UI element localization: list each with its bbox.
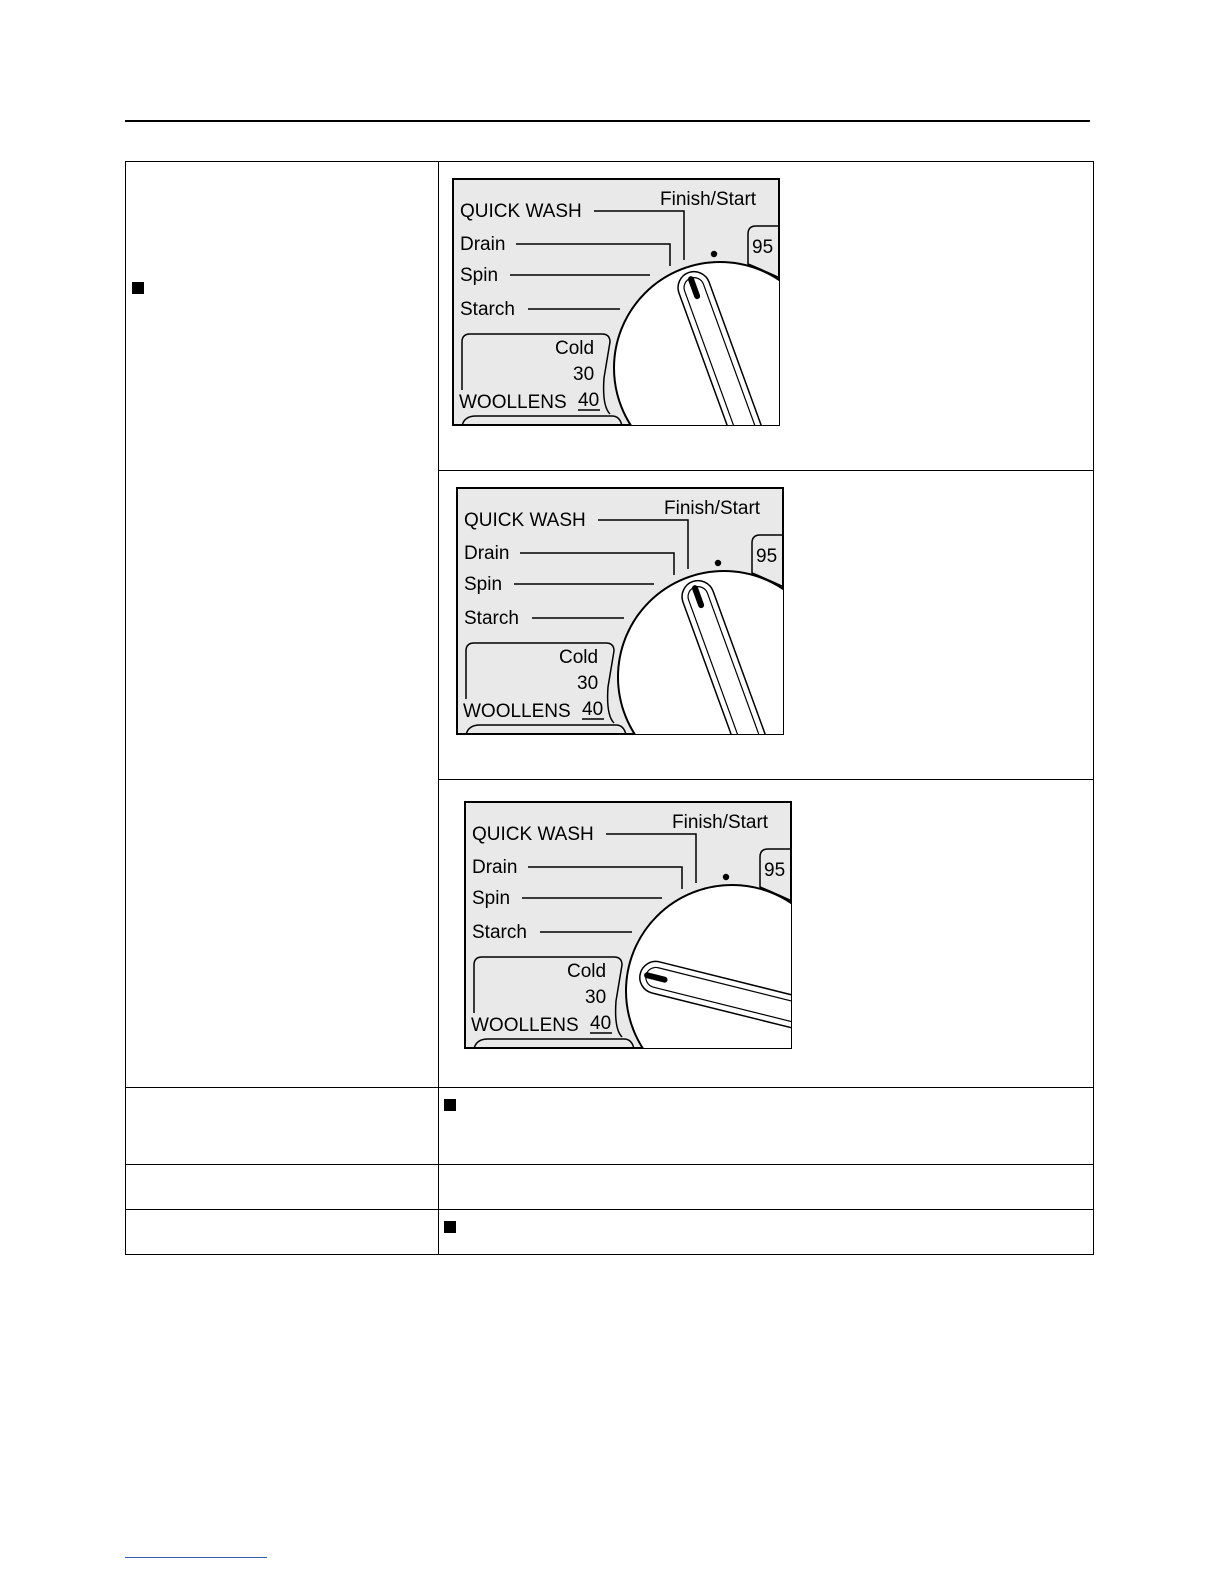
- table-row: [126, 1088, 1094, 1165]
- cold-label: Cold: [567, 961, 607, 982]
- finish-start-label: Finish/Start: [672, 812, 769, 833]
- header-rule: [125, 120, 1090, 122]
- step-description-cell: [126, 162, 439, 1088]
- table-cell: [126, 1088, 439, 1165]
- selector-dial-illustration-1: [452, 178, 780, 426]
- temperature-40-label: 40: [578, 390, 600, 411]
- finish-start-label: Finish/Start: [664, 498, 761, 519]
- table-row: [126, 1210, 1094, 1255]
- table-row: [126, 162, 1094, 471]
- spin-label: Spin: [464, 574, 503, 595]
- footer-link-rule: [125, 1557, 267, 1558]
- starch-label: Starch: [472, 922, 527, 943]
- bullet-square-icon: [444, 1099, 456, 1111]
- cold-label: Cold: [559, 647, 599, 668]
- illustration-cell: [439, 162, 1094, 471]
- drain-label: Drain: [460, 234, 506, 255]
- illustration-cell: [439, 471, 1094, 780]
- drain-label: Drain: [464, 543, 510, 564]
- selector-dial-illustration-3: [464, 801, 792, 1049]
- starch-label: Starch: [460, 299, 515, 320]
- cold-label: Cold: [555, 338, 595, 359]
- table-row: [126, 1165, 1094, 1210]
- temperature-40-label: 40: [582, 699, 604, 720]
- dial-position-dot: [715, 560, 721, 566]
- illustration-cell: [439, 780, 1094, 1088]
- table-cell: [439, 1165, 1094, 1210]
- temperature-40-label: 40: [590, 1013, 612, 1034]
- quick-wash-label: QUICK WASH: [460, 201, 582, 222]
- dial-position-dot: [723, 874, 729, 880]
- temperature-30-label: 30: [577, 673, 599, 694]
- temperature-95-label: 95: [764, 860, 786, 881]
- temperature-95-label: 95: [756, 546, 778, 567]
- table-cell: [439, 1210, 1094, 1255]
- starch-label: Starch: [464, 608, 519, 629]
- spin-label: Spin: [472, 888, 511, 909]
- woollens-label: WOOLLENS: [463, 701, 571, 722]
- table-cell: [439, 1088, 1094, 1165]
- spin-label: Spin: [460, 265, 499, 286]
- selector-dial-illustration-2: [456, 487, 784, 735]
- quick-wash-label: QUICK WASH: [464, 510, 586, 531]
- woollens-label: WOOLLENS: [459, 392, 567, 413]
- table-cell: [126, 1165, 439, 1210]
- bullet-square-icon: [132, 282, 144, 294]
- table-cell: [126, 1210, 439, 1255]
- drain-label: Drain: [472, 857, 518, 878]
- temperature-95-label: 95: [752, 237, 774, 258]
- bullet-square-icon: [444, 1221, 456, 1233]
- woollens-label: WOOLLENS: [471, 1015, 579, 1036]
- temperature-30-label: 30: [573, 364, 595, 385]
- instruction-table: [125, 161, 1094, 1255]
- quick-wash-label: QUICK WASH: [472, 824, 594, 845]
- temperature-30-label: 30: [585, 987, 607, 1008]
- dial-position-dot: [711, 251, 717, 257]
- finish-start-label: Finish/Start: [660, 189, 757, 210]
